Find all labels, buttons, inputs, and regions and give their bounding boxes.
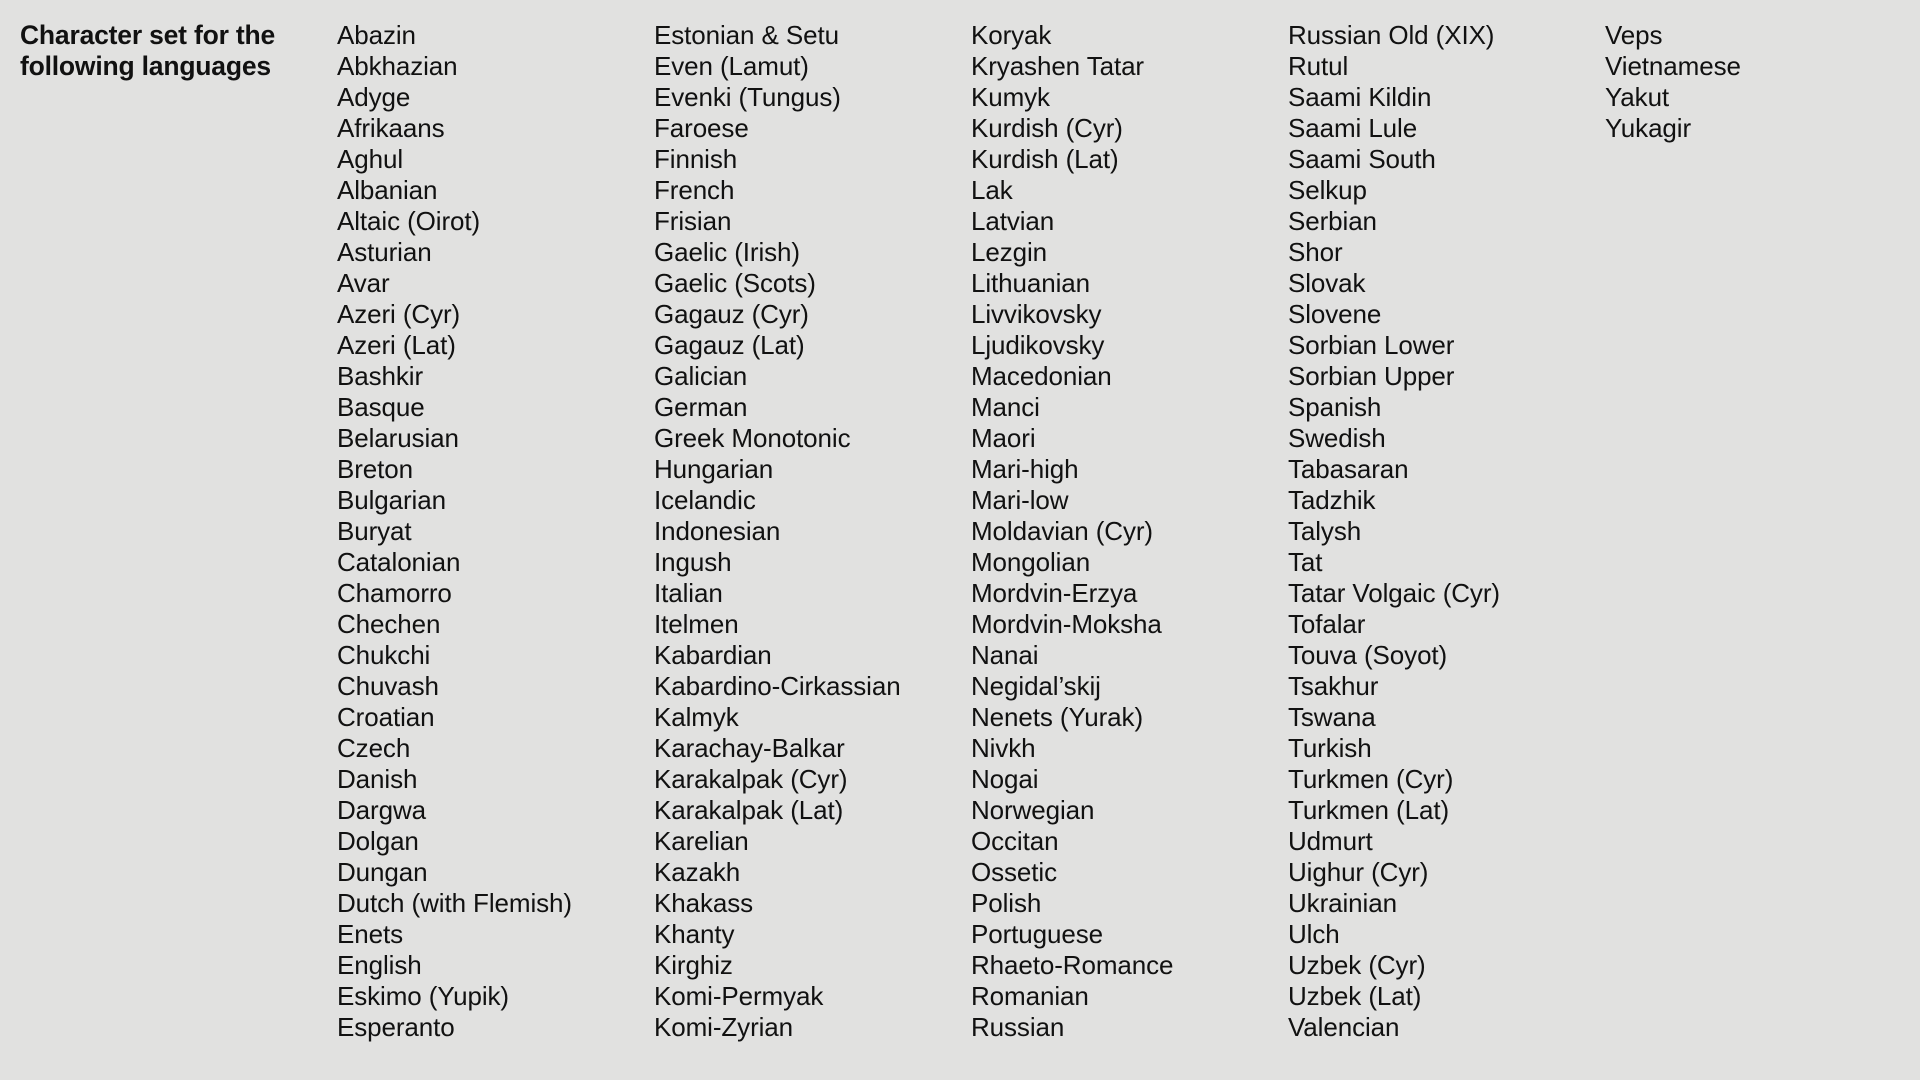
language-item: Tadzhik	[1288, 485, 1376, 515]
language-item: Croatian	[337, 702, 435, 732]
language-item: Negidal’skij	[971, 671, 1101, 701]
language-item: Talysh	[1288, 516, 1362, 546]
language-item: Frisian	[654, 206, 732, 236]
language-item: Karakalpak (Cyr)	[654, 764, 848, 794]
language-item: Slovene	[1288, 299, 1382, 329]
language-item: Gagauz (Lat)	[654, 330, 805, 360]
language-item: Mongolian	[971, 547, 1091, 577]
language-item: Tatar Volgaic (Cyr)	[1288, 578, 1500, 608]
language-item: Ljudikovsky	[971, 330, 1105, 360]
language-item: Ukrainian	[1288, 888, 1397, 918]
language-item: Azeri (Cyr)	[337, 299, 461, 329]
language-item: Hungarian	[654, 454, 774, 484]
language-item: Moldavian (Cyr)	[971, 516, 1153, 546]
language-item: Ossetic	[971, 857, 1057, 887]
language-item: Tabasaran	[1288, 454, 1409, 484]
language-item: Manci	[971, 392, 1040, 422]
language-item: Chukchi	[337, 640, 431, 670]
language-item: Uzbek (Lat)	[1288, 981, 1422, 1011]
language-item: Russian Old (XIX)	[1288, 20, 1495, 50]
language-item: Icelandic	[654, 485, 756, 515]
language-item: Sorbian Upper	[1288, 361, 1455, 391]
language-item: Basque	[337, 392, 425, 422]
language-item: English	[337, 950, 422, 980]
language-item: Chuvash	[337, 671, 439, 701]
language-item: Abazin	[337, 20, 416, 50]
language-item: French	[654, 175, 735, 205]
language-item: Italian	[654, 578, 723, 608]
language-item: Khanty	[654, 919, 735, 949]
language-item: Selkup	[1288, 175, 1367, 205]
language-item: Enets	[337, 919, 403, 949]
language-item: Sorbian Lower	[1288, 330, 1455, 360]
language-item: Mari-high	[971, 454, 1079, 484]
language-item: Vietnamese	[1605, 51, 1741, 81]
language-item: Ingush	[654, 547, 732, 577]
language-item: Indonesian	[654, 516, 781, 546]
language-item: Kalmyk	[654, 702, 739, 732]
language-item: Macedonian	[971, 361, 1112, 391]
language-item: Saami South	[1288, 144, 1436, 174]
language-item: Saami Lule	[1288, 113, 1418, 143]
language-item: Kazakh	[654, 857, 741, 887]
language-item: Gaelic (Scots)	[654, 268, 816, 298]
language-column-3	[971, 20, 1173, 1043]
language-column-1	[337, 20, 572, 1043]
language-item: Mordvin-Moksha	[971, 609, 1162, 639]
language-item: Greek Monotonic	[654, 423, 851, 453]
language-item: Romanian	[971, 981, 1089, 1011]
language-item: Itelmen	[654, 609, 739, 639]
language-item: Norwegian	[971, 795, 1095, 825]
language-item: Even (Lamut)	[654, 51, 809, 81]
language-item: Adyge	[337, 82, 411, 112]
language-item: Aghul	[337, 144, 403, 174]
language-item: Czech	[337, 733, 411, 763]
language-item: Veps	[1605, 20, 1663, 50]
language-item: Gaelic (Irish)	[654, 237, 800, 267]
language-item: Tat	[1288, 547, 1323, 577]
section-heading: Character set for the following languages	[20, 20, 275, 81]
language-item: Occitan	[971, 826, 1059, 856]
language-item: Kurdish (Cyr)	[971, 113, 1123, 143]
language-item: Nogai	[971, 764, 1039, 794]
language-item: Valencian	[1288, 1012, 1400, 1042]
language-item: Esperanto	[337, 1012, 455, 1042]
language-item: Bashkir	[337, 361, 423, 391]
language-item: Breton	[337, 454, 414, 484]
language-item: Touva (Soyot)	[1288, 640, 1448, 670]
language-item: Dargwa	[337, 795, 426, 825]
language-item: Estonian & Setu	[654, 20, 839, 50]
language-item: Saami Kildin	[1288, 82, 1432, 112]
language-item: Mari-low	[971, 485, 1069, 515]
language-item: Asturian	[337, 237, 432, 267]
language-item: Finnish	[654, 144, 738, 174]
language-item: Kirghiz	[654, 950, 733, 980]
language-item: Kurdish (Lat)	[971, 144, 1119, 174]
language-item: Turkish	[1288, 733, 1372, 763]
language-item: Karachay-Balkar	[654, 733, 845, 763]
language-item: Shor	[1288, 237, 1343, 267]
language-item: Maori	[971, 423, 1036, 453]
language-item: Komi-Zyrian	[654, 1012, 794, 1042]
language-item: Altaic (Oirot)	[337, 206, 481, 236]
language-item: Swedish	[1288, 423, 1386, 453]
language-item: Eskimo (Yupik)	[337, 981, 509, 1011]
language-column-2	[654, 20, 901, 1043]
language-item: Uzbek (Cyr)	[1288, 950, 1426, 980]
language-item: Dungan	[337, 857, 428, 887]
language-column-4	[1288, 20, 1500, 1043]
language-item: Buryat	[337, 516, 412, 546]
language-item: Spanish	[1288, 392, 1382, 422]
language-item: German	[654, 392, 748, 422]
language-item: Mordvin-Erzya	[971, 578, 1138, 608]
language-item: Livvikovsky	[971, 299, 1102, 329]
language-item: Kabardino-Cirkassian	[654, 671, 901, 701]
language-item: Nanai	[971, 640, 1039, 670]
language-item: Koryak	[971, 20, 1052, 50]
language-item: Faroese	[654, 113, 749, 143]
language-item: Udmurt	[1288, 826, 1373, 856]
language-item: Lezgin	[971, 237, 1048, 267]
language-item: Abkhazian	[337, 51, 458, 81]
language-item: Afrikaans	[337, 113, 445, 143]
language-item: Ulch	[1288, 919, 1340, 949]
language-item: Danish	[337, 764, 418, 794]
language-item: Gagauz (Cyr)	[654, 299, 809, 329]
language-item: Uighur (Cyr)	[1288, 857, 1429, 887]
language-item: Komi-Permyak	[654, 981, 824, 1011]
language-item: Karelian	[654, 826, 749, 856]
language-item: Dutch (with Flemish)	[337, 888, 572, 918]
language-item: Portuguese	[971, 919, 1103, 949]
language-item: Chechen	[337, 609, 441, 639]
language-item: Tswana	[1288, 702, 1376, 732]
language-item: Avar	[337, 268, 390, 298]
language-item: Turkmen (Cyr)	[1288, 764, 1454, 794]
language-item: Tsakhur	[1288, 671, 1379, 701]
language-item: Khakass	[654, 888, 754, 918]
language-item: Latvian	[971, 206, 1055, 236]
language-item: Galician	[654, 361, 748, 391]
language-item: Catalonian	[337, 547, 461, 577]
language-item: Kumyk	[971, 82, 1050, 112]
language-item: Evenki (Tungus)	[654, 82, 841, 112]
language-item: Tofalar	[1288, 609, 1366, 639]
language-item: Kryashen Tatar	[971, 51, 1144, 81]
language-item: Bulgarian	[337, 485, 446, 515]
language-item: Belarusian	[337, 423, 459, 453]
language-item: Rutul	[1288, 51, 1349, 81]
language-item: Russian	[971, 1012, 1065, 1042]
language-item: Turkmen (Lat)	[1288, 795, 1449, 825]
language-item: Nenets (Yurak)	[971, 702, 1144, 732]
language-item: Polish	[971, 888, 1042, 918]
language-item: Yukagir	[1605, 113, 1692, 143]
language-item: Serbian	[1288, 206, 1377, 236]
language-item: Dolgan	[337, 826, 419, 856]
language-item: Nivkh	[971, 733, 1036, 763]
language-item: Lak	[971, 175, 1013, 205]
language-item: Yakut	[1605, 82, 1670, 112]
language-item: Karakalpak (Lat)	[654, 795, 844, 825]
language-item: Kabardian	[654, 640, 772, 670]
language-item: Azeri (Lat)	[337, 330, 456, 360]
language-item: Chamorro	[337, 578, 452, 608]
language-item: Albanian	[337, 175, 438, 205]
language-column-5	[1605, 20, 1741, 144]
language-item: Lithuanian	[971, 268, 1090, 298]
language-item: Rhaeto-Romance	[971, 950, 1174, 980]
language-item: Slovak	[1288, 268, 1366, 298]
